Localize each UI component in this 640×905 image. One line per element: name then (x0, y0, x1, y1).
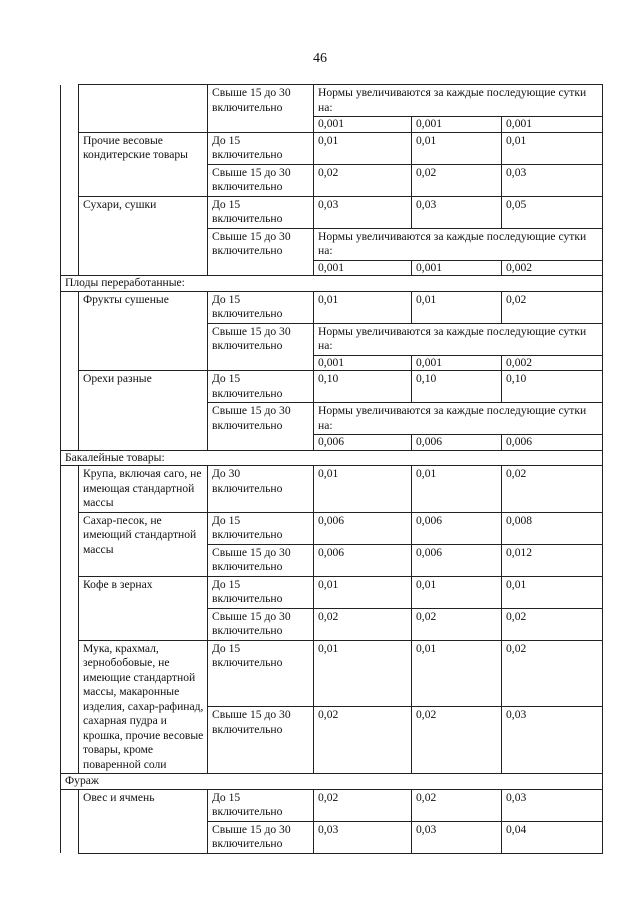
norm-value-cell: 0,05 (502, 196, 603, 228)
table-row (61, 466, 603, 513)
norm-value-cell: 0,001 (412, 117, 502, 133)
increment-note: Нормы увеличиваются за каждые последующие сутки на: (314, 228, 603, 260)
product-name-cell (79, 85, 208, 133)
norm-value-cell: 0,02 (314, 789, 412, 821)
norm-value-cell: 0,01 (314, 291, 412, 323)
norm-value-cell: 0,01 (412, 576, 502, 608)
norm-value-cell: 0,001 (412, 260, 502, 276)
product-name-cell: Кофе в зернах (79, 576, 208, 640)
storage-period-cell: До 15 включительно (208, 371, 314, 403)
product-name-cell: Сахар-песок, не имеющий стандартной массы (79, 512, 208, 576)
norm-value-cell: 0,03 (502, 789, 603, 821)
norm-value-cell: 0,02 (412, 707, 502, 774)
norm-value-cell: 0,006 (412, 512, 502, 544)
norm-value-cell: 0,03 (314, 821, 412, 853)
norm-value-cell: 0,01 (412, 466, 502, 513)
product-name-cell: Мука, крахмал, зернобобовые, не имеющие стандартной массы, макаронные изделия, сахар-рафинад, сахарная пудра и крошка, прочие весовые товары, кроме поваренной соли (79, 640, 208, 774)
indent-cell (61, 291, 79, 450)
norm-value-cell: 0,006 (314, 512, 412, 544)
norm-value-cell: 0,012 (502, 544, 603, 576)
storage-period-cell: До 15 включительно (208, 640, 314, 707)
norm-value-cell: 0,01 (412, 640, 502, 707)
product-name-cell: Прочие весовые кондитерские товары (79, 132, 208, 196)
page-number: 46 (313, 51, 327, 66)
section-row (61, 450, 603, 466)
norm-value-cell: 0,002 (502, 355, 603, 371)
norm-value-cell: 0,02 (502, 466, 603, 513)
storage-period-cell: Свыше 15 до 30 включительно (208, 821, 314, 853)
product-name-cell: Крупа, включая саго, не имеющая стандартной массы (79, 466, 208, 513)
table-row (61, 640, 603, 707)
norm-value-cell: 0,01 (502, 576, 603, 608)
table-row (61, 132, 603, 164)
norm-value-cell: 0,001 (502, 117, 603, 133)
product-name-cell: Орехи разные (79, 371, 208, 451)
norm-value-cell: 0,10 (502, 371, 603, 403)
section-title: Фураж (61, 774, 603, 790)
increment-note: Нормы увеличиваются за каждые последующие сутки на: (314, 403, 603, 435)
section-row (61, 276, 603, 292)
storage-period-cell: До 15 включительно (208, 291, 314, 323)
storage-period-cell: До 15 включительно (208, 789, 314, 821)
norm-value-cell: 0,001 (314, 117, 412, 133)
storage-period-cell: Свыше 15 до 30 включительно (208, 228, 314, 276)
norm-value-cell: 0,002 (502, 260, 603, 276)
indent-cell (61, 85, 79, 276)
storage-period-cell: Свыше 15 до 30 включительно (208, 85, 314, 133)
section-title: Плоды переработанные: (61, 276, 603, 292)
storage-period-cell: Свыше 15 до 30 включительно (208, 323, 314, 371)
table-row (61, 85, 603, 117)
norm-value-cell: 0,02 (412, 608, 502, 640)
norm-value-cell: 0,01 (314, 132, 412, 164)
table-row (61, 512, 603, 544)
norm-value-cell: 0,001 (314, 260, 412, 276)
norm-value-cell: 0,006 (412, 435, 502, 451)
norm-value-cell: 0,006 (314, 544, 412, 576)
norm-value-cell: 0,03 (314, 196, 412, 228)
norm-value-cell: 0,03 (412, 821, 502, 853)
norm-value-cell: 0,01 (502, 132, 603, 164)
norms-table-body (61, 85, 603, 854)
norm-value-cell: 0,02 (412, 164, 502, 196)
norm-value-cell: 0,02 (502, 608, 603, 640)
storage-period-cell: Свыше 15 до 30 включительно (208, 164, 314, 196)
indent-cell (61, 466, 79, 774)
norm-value-cell: 0,01 (412, 132, 502, 164)
norm-value-cell: 0,008 (502, 512, 603, 544)
norm-value-cell: 0,02 (314, 164, 412, 196)
norm-value-cell: 0,03 (502, 707, 603, 774)
table-row (61, 789, 603, 821)
product-name-cell: Фрукты сушеные (79, 291, 208, 371)
norm-value-cell: 0,02 (412, 789, 502, 821)
norm-value-cell: 0,02 (502, 291, 603, 323)
section-row (61, 774, 603, 790)
table-row (61, 576, 603, 608)
storage-period-cell: До 15 включительно (208, 196, 314, 228)
norm-value-cell: 0,001 (314, 355, 412, 371)
norm-value-cell: 0,006 (314, 435, 412, 451)
norm-value-cell: 0,02 (502, 640, 603, 707)
storage-period-cell: До 15 включительно (208, 512, 314, 544)
table-row (61, 196, 603, 228)
storage-period-cell: Свыше 15 до 30 включительно (208, 544, 314, 576)
norm-value-cell: 0,03 (412, 196, 502, 228)
norm-value-cell: 0,10 (412, 371, 502, 403)
increment-note: Нормы увеличиваются за каждые последующие сутки на: (314, 85, 603, 117)
product-name-cell: Овес и ячмень (79, 789, 208, 853)
norm-value-cell: 0,01 (314, 466, 412, 513)
norm-value-cell: 0,006 (412, 544, 502, 576)
storage-period-cell: До 30 включительно (208, 466, 314, 513)
norm-value-cell: 0,02 (314, 608, 412, 640)
storage-period-cell: Свыше 15 до 30 включительно (208, 707, 314, 774)
table-row (61, 371, 603, 403)
norm-value-cell: 0,01 (412, 291, 502, 323)
norm-value-cell: 0,001 (412, 355, 502, 371)
norms-table (60, 84, 603, 854)
storage-period-cell: До 15 включительно (208, 132, 314, 164)
norm-value-cell: 0,02 (314, 707, 412, 774)
increment-note: Нормы увеличиваются за каждые последующие сутки на: (314, 323, 603, 355)
norm-value-cell: 0,006 (502, 435, 603, 451)
indent-cell (61, 789, 79, 853)
section-title: Бакалейные товары: (61, 450, 603, 466)
storage-period-cell: До 15 включительно (208, 576, 314, 608)
norm-value-cell: 0,03 (502, 164, 603, 196)
norm-value-cell: 0,10 (314, 371, 412, 403)
norm-value-cell: 0,04 (502, 821, 603, 853)
storage-period-cell: Свыше 15 до 30 включительно (208, 403, 314, 451)
product-name-cell: Сухари, сушки (79, 196, 208, 276)
table-row (61, 291, 603, 323)
storage-period-cell: Свыше 15 до 30 включительно (208, 608, 314, 640)
norm-value-cell: 0,01 (314, 640, 412, 707)
norm-value-cell: 0,01 (314, 576, 412, 608)
